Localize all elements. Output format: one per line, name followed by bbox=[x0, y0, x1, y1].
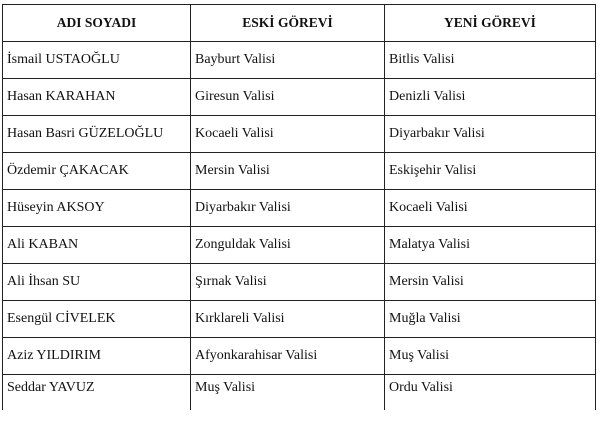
governor-assignments-table bbox=[2, 4, 596, 410]
cell-old-position: Kocaeli Valisi bbox=[191, 116, 385, 153]
cell-old-position: Diyarbakır Valisi bbox=[191, 190, 385, 227]
cell-old-position: Muş Valisi bbox=[191, 375, 385, 411]
cell-new-position: Diyarbakır Valisi bbox=[385, 116, 596, 153]
header-old-position: ESKİ GÖREVİ bbox=[191, 5, 385, 42]
cell-new-position: Muş Valisi bbox=[385, 338, 596, 375]
cell-new-position: Bitlis Valisi bbox=[385, 42, 596, 79]
cell-new-position: Muğla Valisi bbox=[385, 301, 596, 338]
table-row bbox=[3, 153, 596, 190]
cell-old-position: Giresun Valisi bbox=[191, 79, 385, 116]
table-row bbox=[3, 264, 596, 301]
cell-new-position: Malatya Valisi bbox=[385, 227, 596, 264]
header-row bbox=[3, 5, 596, 42]
cell-name: Özdemir ÇAKACAK bbox=[3, 153, 191, 190]
cell-old-position: Zonguldak Valisi bbox=[191, 227, 385, 264]
cell-old-position: Kırklareli Valisi bbox=[191, 301, 385, 338]
table-row bbox=[3, 42, 596, 79]
cell-name: Hasan KARAHAN bbox=[3, 79, 191, 116]
header-new-position: YENİ GÖREVİ bbox=[385, 5, 596, 42]
cell-name: Hasan Basri GÜZELOĞLU bbox=[3, 116, 191, 153]
cell-old-position: Mersin Valisi bbox=[191, 153, 385, 190]
table-body bbox=[3, 42, 596, 411]
cell-old-position: Şırnak Valisi bbox=[191, 264, 385, 301]
cell-name: İsmail USTAOĞLU bbox=[3, 42, 191, 79]
table-row bbox=[3, 338, 596, 375]
header-name: ADI SOYADI bbox=[3, 5, 191, 42]
table-row bbox=[3, 301, 596, 338]
cell-new-position: Ordu Valisi bbox=[385, 375, 596, 411]
table-row bbox=[3, 79, 596, 116]
table-row bbox=[3, 375, 596, 411]
cell-new-position: Kocaeli Valisi bbox=[385, 190, 596, 227]
table-row bbox=[3, 190, 596, 227]
table-row bbox=[3, 116, 596, 153]
cell-new-position: Denizli Valisi bbox=[385, 79, 596, 116]
cell-new-position: Eskişehir Valisi bbox=[385, 153, 596, 190]
cell-name: Seddar YAVUZ bbox=[3, 375, 191, 411]
cell-old-position: Afyonkarahisar Valisi bbox=[191, 338, 385, 375]
cell-name: Hüseyin AKSOY bbox=[3, 190, 191, 227]
cell-name: Esengül CİVELEK bbox=[3, 301, 191, 338]
table-row bbox=[3, 227, 596, 264]
cell-name: Aziz YILDIRIM bbox=[3, 338, 191, 375]
cell-name: Ali KABAN bbox=[3, 227, 191, 264]
cell-name: Ali İhsan SU bbox=[3, 264, 191, 301]
cell-old-position: Bayburt Valisi bbox=[191, 42, 385, 79]
cell-new-position: Mersin Valisi bbox=[385, 264, 596, 301]
table-header bbox=[3, 5, 596, 42]
